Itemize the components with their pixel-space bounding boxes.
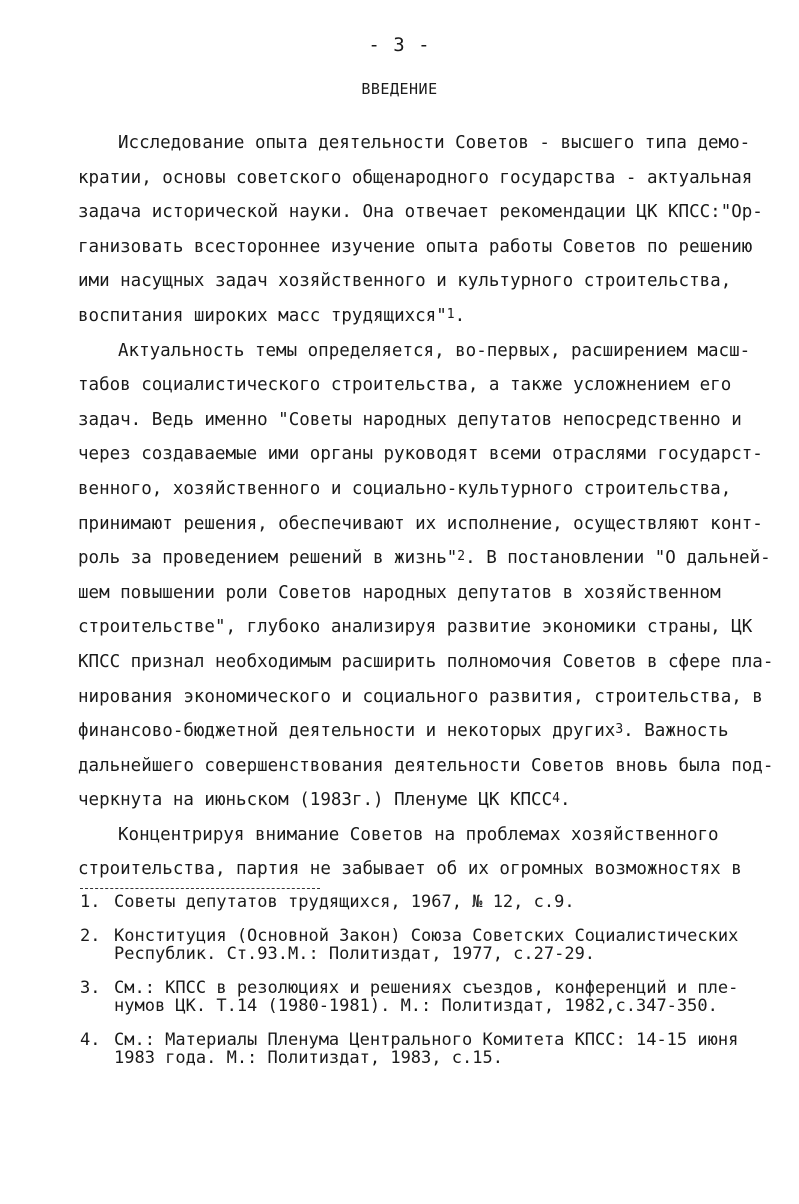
footnote-ref-2: 2 [457,549,466,565]
text-line: задача исторической науки. Она отвечает рекомендации ЦК КПСС:"Ор- [78,202,763,223]
text-line [78,541,771,576]
text-line: задач. Ведь именно "Советы народных депутатов непосредственно и [78,409,742,430]
text-line: ими насущных задач хозяйственного и культурного строительства, [78,271,732,292]
footnote-3 [80,979,770,1016]
text-line: Концентрируя внимание Советов на проблемах хозяйственного [118,824,719,845]
line-tail: . Важность [623,721,729,742]
line-text: черкнута на июньском (1983г.) Пленуме ЦК КПСС [78,790,553,811]
footnotes [80,893,770,1083]
text-line [78,783,768,818]
text-line: кратии, основы советского общенародного государства - актуальная [78,167,753,188]
text-line: Актуальность темы определяется, во-первых, расширением масш- [118,340,751,361]
footnote-text: Советы депутатов трудящихся, 1967, № 12, с.9. [114,892,575,912]
footnote-text: См.: Материалы Пленума Центрального Комитета КПСС: 14-15 июня [114,1029,739,1050]
text-line: Исследование опыта деятельности Советов - высшего типа демо- [118,133,751,153]
footnote-ref-1: 1 [446,306,455,322]
body-text [78,126,774,887]
footnote-number: 1. [80,892,101,912]
footnote-text: нумов ЦК. Т.14 (1980-1981). М.: Политиздат, 1982,с.347-350. [114,996,718,1016]
line-text: воспитания широких масс трудящихся" [78,305,447,326]
text-line: принимают решения, обеспечивают их исполнение, осуществляют конт- [78,513,763,534]
footnote-text: См.: КПСС в резолюциях и решениях съездов, конференций и пле- [114,977,739,998]
text-line [78,714,768,749]
text-line: через создаваемые ими органы руководят всеми отраслями государст- [78,444,763,465]
text-line: нирования экономического и социального развития, строительства, в [78,686,763,707]
footnote-number: 4. [80,1029,101,1050]
text-line: шем повышении роли Советов народных депутатов в хозяйственном [78,582,721,603]
footnote-text: 1983 года. М.: Политиздат, 1983, с.15. [114,1048,503,1068]
footnote-number: 3. [80,977,101,998]
footnote-number: 2. [80,925,101,946]
footnote-2 [80,927,770,964]
line-tail: . [559,790,571,811]
text-line [78,299,768,334]
footnote-4 [80,1031,770,1068]
line-tail: . [454,305,466,326]
footnote-text: Конституция (Основной Закон) Союза Советских Социалистических [114,925,739,946]
text-line: КПСС признал необходимым расширить полномочия Советов в сфере пла- [78,651,774,672]
text-line: строительстве", глубоко анализируя развитие экономики страны, ЦК [78,617,753,638]
line-tail: . В постановлении "О дальней- [465,548,771,569]
line-text: финансово-бюджетной деятельности и некоторых других [78,721,616,742]
text-line: строительства, партия не забывает об их огромных возможностях в [78,859,742,880]
footnote-text: Республик. Ст.93.М.: Политиздат, 1977, с.27-29. [114,944,596,964]
footnote-divider [80,888,320,889]
text-line: дальнейшего совершенствования деятельности Советов вновь была под- [78,755,774,776]
footnote-ref-3: 3 [615,722,624,738]
text-line: венного, хозяйственного и социально-культурного строительства, [78,478,732,499]
footnote-ref-4: 4 [552,791,560,807]
text-line: табов социалистического строительства, а также усложнением его [78,375,732,396]
page-number: - 3 - [368,34,431,56]
section-title: ВВЕДЕНИЕ [361,80,438,98]
footnote-1 [80,893,770,912]
text-line: ганизовать всестороннее изучение опыта работы Советов по решению [78,236,753,257]
line-text: роль за проведением решений в жизнь" [78,548,458,569]
